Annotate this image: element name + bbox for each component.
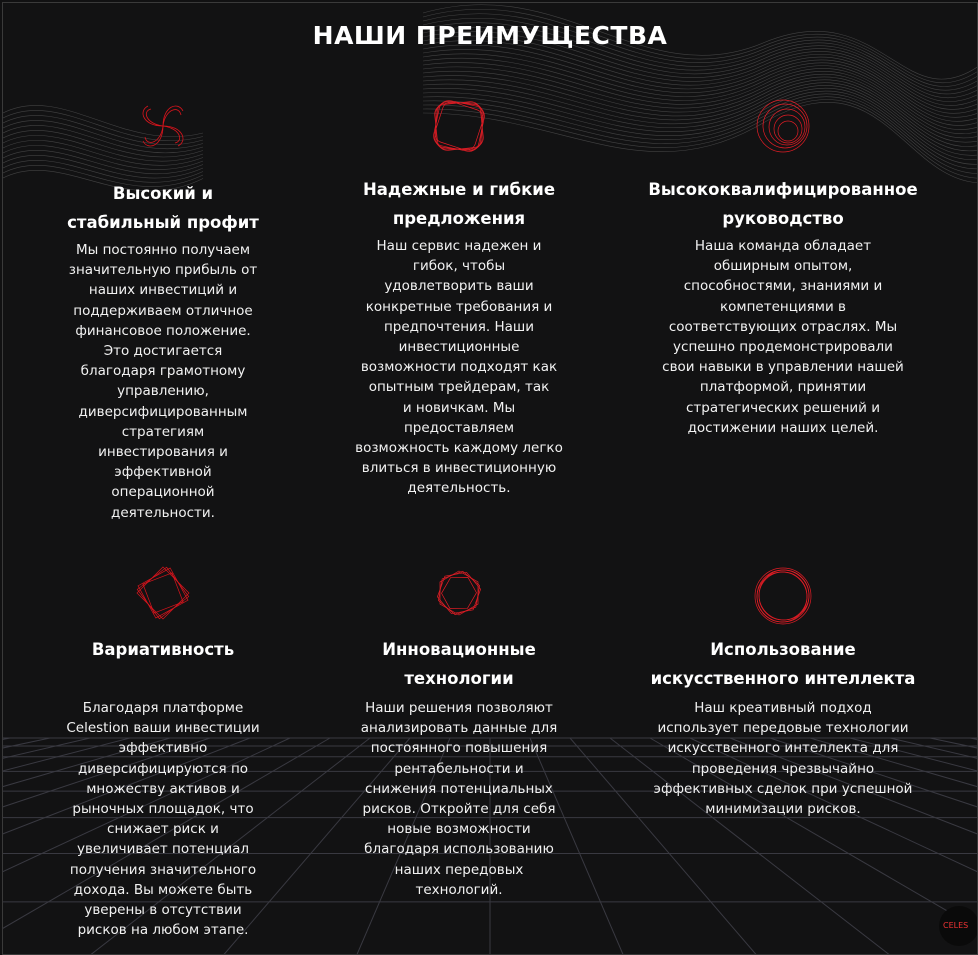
advantage-card <box>339 561 579 900</box>
card-text-line: постоянного повышения <box>370 740 548 757</box>
section-title: НАШИ ПРЕИМУЩЕСТВА <box>312 21 668 50</box>
card-text-line: увеличивает потенциал <box>76 841 250 858</box>
advantage-card <box>43 91 283 523</box>
card-text-line: стратегиям <box>121 423 205 440</box>
card-text-line: наших передовых <box>394 861 524 878</box>
card-text-line: поддерживаем отличное <box>73 302 253 319</box>
card-text <box>43 240 283 523</box>
card-text-line: опытным трейдерам, так <box>368 379 550 396</box>
card-text-line: минимизации рисков. <box>705 801 861 818</box>
card-text-line: успешно продемонстрировали <box>673 339 893 356</box>
card-text-line: рыночных площадок, что <box>72 801 254 818</box>
card-text-line: Наша команда обладает <box>694 238 872 254</box>
card-text-line: влиться в инвестиционную <box>361 460 557 477</box>
card-text-line: стратегических решений и <box>685 399 881 416</box>
card-text-line: благодаря грамотному <box>80 363 246 380</box>
card-title-line: Использование <box>710 640 856 659</box>
advantage-card <box>339 91 579 499</box>
swirl-icon <box>133 91 193 161</box>
card-text-line: платформой, принятии <box>699 379 867 396</box>
card-title-line: искусственного интеллекта <box>650 669 916 688</box>
card-text <box>339 236 579 499</box>
card-text-line: свои навыки в управлении нашей <box>662 359 904 376</box>
card-text-line: диверсифицируются по <box>77 760 249 777</box>
card-text-line: Это достигается <box>103 343 223 360</box>
card-text-line: финансовое положение. <box>75 322 251 339</box>
card-text-line: уверены в отсутствии <box>84 902 242 919</box>
card-text-line: дохода. Вы можете быть <box>73 881 253 898</box>
card-text-line: эффективно <box>118 740 208 757</box>
card-title-line: Высокий и <box>112 184 214 203</box>
card-text-line: диверсифицированным <box>78 403 248 420</box>
rounded-square-icon <box>424 91 494 161</box>
card-text <box>43 698 283 940</box>
advantage-card <box>643 91 923 438</box>
card-text <box>643 698 923 819</box>
card-text-line: Благодаря платформе <box>82 700 244 716</box>
card-text-line: рентабельности и <box>394 760 524 777</box>
card-text-line: рисков на любом этапе. <box>77 922 249 939</box>
card-text-line: анализировать данные для <box>360 720 558 737</box>
card-text-line: гибок, чтобы <box>412 258 506 275</box>
card-text-line: снижения потенциальных <box>365 780 553 797</box>
card-text-line: деятельности. <box>111 504 215 521</box>
card-text-line: Наши решения позволяют <box>365 700 553 716</box>
card-text-line: удовлетворить ваши <box>384 278 534 295</box>
card-text-line: значительную прибыль от <box>68 262 258 279</box>
card-text-line: обширным опытом, <box>713 258 853 275</box>
card-text-line: инвестиционные <box>398 339 520 356</box>
card-text-line: Наш сервис надежен и <box>376 238 542 254</box>
card-title-line: Инновационные <box>382 640 536 659</box>
card-text-line: инвестирования и <box>98 444 228 461</box>
card-text-line: предоставляем <box>403 419 515 436</box>
card-text-line: конкретные требования и <box>365 298 553 315</box>
card-text-line: управлению, <box>117 383 209 400</box>
card-text-line: возможность каждому легко <box>355 440 563 457</box>
chat-badge[interactable] <box>939 906 978 946</box>
card-text-line: операционной <box>111 484 215 501</box>
card-text-line: способностями, знаниями и <box>683 278 883 295</box>
card-text <box>339 698 579 900</box>
card-text-line: благодаря использованию <box>364 841 554 858</box>
card-title-line: предложения <box>392 209 526 228</box>
card-text-line: достижении наших целей. <box>687 419 879 436</box>
card-text-line: эффективной <box>114 464 212 481</box>
card-title-line: Вариативность <box>91 640 235 659</box>
card-title-line: руководство <box>722 209 844 228</box>
advantage-card <box>643 561 923 819</box>
twisted-diamond-icon <box>131 561 195 625</box>
card-title-line: Высококвалифицированное <box>648 180 918 199</box>
card-text-line: Наш креативный подход <box>694 700 872 716</box>
badge-label: CELES <box>943 921 969 930</box>
advantage-card <box>43 561 283 940</box>
card-text <box>643 236 923 438</box>
card-text-line: рисков. Откройте для себя <box>362 801 556 818</box>
hexagon-ring-icon <box>427 561 491 625</box>
card-text-line: Мы постоянно получаем <box>76 242 250 258</box>
spiral-ring-icon <box>748 91 818 161</box>
card-text-line: Celestion ваши инвестиции <box>66 720 260 737</box>
card-text-line: технологий. <box>415 881 503 898</box>
card-text-line: наших инвестиций и <box>88 282 238 299</box>
card-title-line: стабильный профит <box>67 213 259 232</box>
card-text-line: получения значительного <box>69 861 257 878</box>
card-text-line: проведения чрезвычайно <box>691 760 875 777</box>
card-text-line: эффективных сделок при успешной <box>653 780 913 797</box>
circle-ring-icon <box>748 561 818 631</box>
card-text-line: новые возможности <box>387 821 531 838</box>
card-title-line: Надежные и гибкие <box>362 180 556 199</box>
advantages-section <box>2 2 978 955</box>
card-title-line: технологии <box>404 669 514 688</box>
card-text-line: деятельность. <box>407 480 511 497</box>
card-text-line: использует передовые технологии <box>657 720 909 737</box>
card-text-line: и новичкам. Мы <box>402 399 516 416</box>
card-text-line: искусственного интеллекта для <box>667 740 899 757</box>
card-text-line: множеству активов и <box>86 780 240 797</box>
card-text-line: возможности подходят как <box>360 359 558 376</box>
card-text-line: компетенциями в <box>719 298 846 315</box>
card-text-line: предпочтения. Наши <box>383 318 535 335</box>
card-text-line: снижает риск и <box>107 821 219 838</box>
card-text-line: соответствующих отраслях. Мы <box>668 318 898 335</box>
